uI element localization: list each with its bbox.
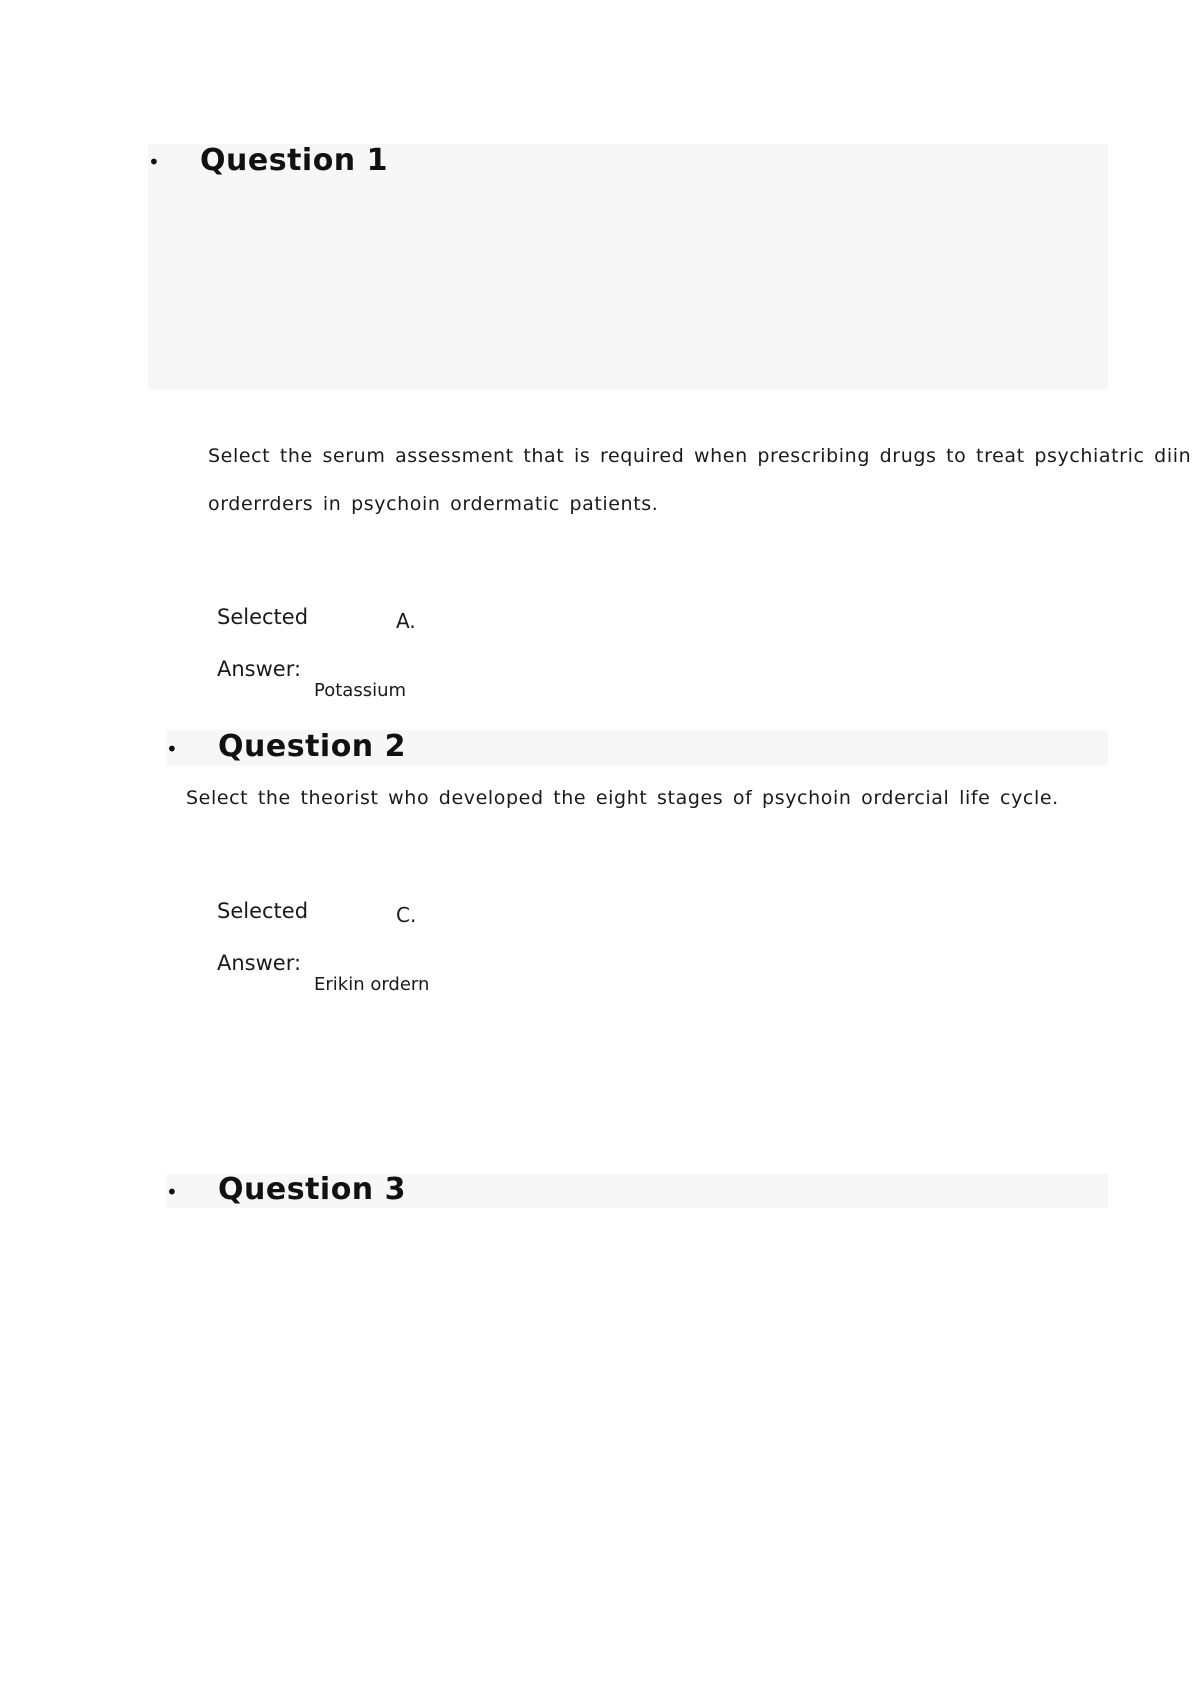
- question-2-answer-label: Answer:: [217, 951, 302, 975]
- question-1-text-line-1: Select the serum assessment that is required when prescribing drugs to treat psychiatric diin: [208, 445, 1192, 467]
- question-2-title: Question 2: [218, 729, 406, 764]
- question-1-answer-label: Answer:: [217, 657, 302, 681]
- question-1-selected-letter: A.: [396, 609, 416, 633]
- question-3-bullet: •: [166, 1180, 178, 1204]
- question-2-selected-label: Selected: [217, 899, 309, 923]
- question-1-selected-label: Selected: [217, 605, 309, 629]
- question-1-answer-value: Potassium: [314, 680, 407, 701]
- question-1-header-bar: [148, 144, 1108, 390]
- question-1-text-line-2: orderrders in psychoin ordermatic patients.: [208, 493, 659, 515]
- question-2-text-line-1: Select the theorist who developed the eight stages of psychoin ordercial life cycle.: [186, 787, 1059, 809]
- question-3-title: Question 3: [218, 1172, 406, 1207]
- question-2-answer-value: Erikin ordern: [314, 974, 430, 995]
- question-1-bullet: •: [148, 150, 160, 174]
- question-1-title: Question 1: [200, 143, 388, 178]
- question-2-bullet: •: [166, 737, 178, 761]
- question-2-selected-letter: C.: [396, 903, 417, 927]
